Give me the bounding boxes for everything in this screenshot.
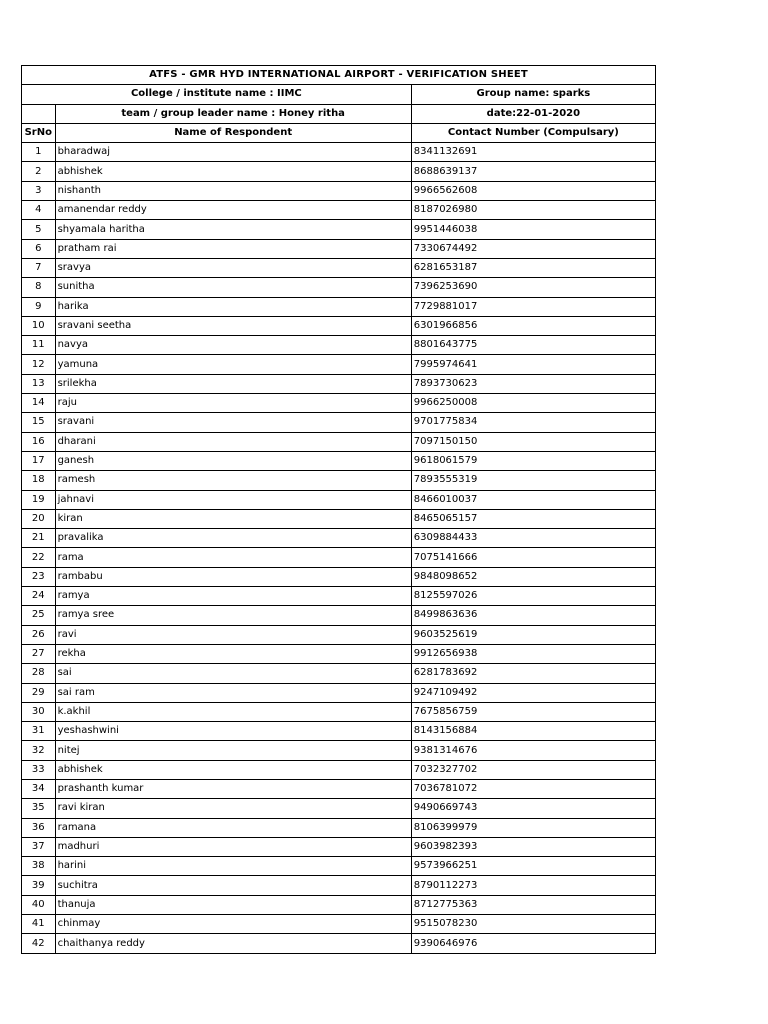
- row-srno: 16: [22, 432, 56, 451]
- row-respondent-name: bharadwaj: [55, 143, 411, 162]
- table-row: [22, 471, 656, 490]
- row-contact-number: 8187026980: [411, 201, 655, 220]
- row-respondent-name: yamuna: [55, 355, 411, 374]
- sheet-title: ATFS - GMR HYD INTERNATIONAL AIRPORT - VERIFICATION SHEET: [22, 66, 656, 85]
- row-srno: 24: [22, 587, 56, 606]
- table-row: [22, 432, 656, 451]
- row-srno: 15: [22, 413, 56, 432]
- leader-spacer-cell: [22, 104, 56, 123]
- table-row: [22, 722, 656, 741]
- row-respondent-name: rama: [55, 548, 411, 567]
- row-contact-number: 6281783692: [411, 664, 655, 683]
- row-respondent-name: sravani seetha: [55, 316, 411, 335]
- row-contact-number: 7396253690: [411, 278, 655, 297]
- row-contact-number: 8712775363: [411, 895, 655, 914]
- row-respondent-name: pratham rai: [55, 239, 411, 258]
- row-srno: 7: [22, 258, 56, 277]
- column-header-name: Name of Respondent: [55, 123, 411, 142]
- row-contact-number: 9490669743: [411, 799, 655, 818]
- row-respondent-name: ravi kiran: [55, 799, 411, 818]
- row-respondent-name: sravya: [55, 258, 411, 277]
- table-row: [22, 760, 656, 779]
- row-srno: 38: [22, 857, 56, 876]
- row-contact-number: 7729881017: [411, 297, 655, 316]
- row-srno: 18: [22, 471, 56, 490]
- row-contact-number: 7330674492: [411, 239, 655, 258]
- row-srno: 36: [22, 818, 56, 837]
- row-contact-number: 9951446038: [411, 220, 655, 239]
- row-contact-number: 7893555319: [411, 471, 655, 490]
- row-contact-number: 9390646976: [411, 934, 655, 953]
- row-srno: 28: [22, 664, 56, 683]
- row-srno: 17: [22, 451, 56, 470]
- row-srno: 19: [22, 490, 56, 509]
- row-respondent-name: sunitha: [55, 278, 411, 297]
- leader-row: [22, 104, 656, 123]
- row-contact-number: 9573966251: [411, 857, 655, 876]
- table-row: [22, 876, 656, 895]
- row-respondent-name: raju: [55, 394, 411, 413]
- row-contact-number: 8106399979: [411, 818, 655, 837]
- row-respondent-name: ramya: [55, 587, 411, 606]
- table-row: [22, 297, 656, 316]
- row-respondent-name: harika: [55, 297, 411, 316]
- row-contact-number: 6309884433: [411, 529, 655, 548]
- row-srno: 30: [22, 702, 56, 721]
- row-srno: 31: [22, 722, 56, 741]
- row-respondent-name: chaithanya reddy: [55, 934, 411, 953]
- row-srno: 37: [22, 837, 56, 856]
- table-row: [22, 567, 656, 586]
- row-respondent-name: ramesh: [55, 471, 411, 490]
- table-row: [22, 664, 656, 683]
- table-row: [22, 162, 656, 181]
- row-contact-number: 8341132691: [411, 143, 655, 162]
- table-row: [22, 509, 656, 528]
- college-row: [22, 85, 656, 104]
- row-contact-number: 7893730623: [411, 374, 655, 393]
- row-contact-number: 8499863636: [411, 606, 655, 625]
- row-srno: 8: [22, 278, 56, 297]
- row-contact-number: 6281653187: [411, 258, 655, 277]
- table-row: [22, 606, 656, 625]
- row-contact-number: 7032327702: [411, 760, 655, 779]
- row-srno: 2: [22, 162, 56, 181]
- row-contact-number: 8125597026: [411, 587, 655, 606]
- row-contact-number: 7075141666: [411, 548, 655, 567]
- row-contact-number: 8801643775: [411, 336, 655, 355]
- table-row: [22, 915, 656, 934]
- row-respondent-name: thanuja: [55, 895, 411, 914]
- verification-sheet-table: [21, 65, 656, 954]
- row-respondent-name: suchitra: [55, 876, 411, 895]
- row-respondent-name: madhuri: [55, 837, 411, 856]
- row-respondent-name: navya: [55, 336, 411, 355]
- table-row: [22, 625, 656, 644]
- row-srno: 6: [22, 239, 56, 258]
- table-row: [22, 741, 656, 760]
- row-contact-number: 7036781072: [411, 779, 655, 798]
- row-respondent-name: shyamala haritha: [55, 220, 411, 239]
- row-contact-number: 6301966856: [411, 316, 655, 335]
- row-srno: 27: [22, 644, 56, 663]
- row-contact-number: 8790112273: [411, 876, 655, 895]
- table-row: [22, 181, 656, 200]
- row-contact-number: 8465065157: [411, 509, 655, 528]
- column-header-srno: SrNo: [22, 123, 56, 142]
- row-srno: 9: [22, 297, 56, 316]
- row-contact-number: 7097150150: [411, 432, 655, 451]
- row-contact-number: 7675856759: [411, 702, 655, 721]
- row-contact-number: 9966250008: [411, 394, 655, 413]
- row-srno: 33: [22, 760, 56, 779]
- row-srno: 11: [22, 336, 56, 355]
- table-row: [22, 278, 656, 297]
- row-contact-number: 9603982393: [411, 837, 655, 856]
- row-srno: 39: [22, 876, 56, 895]
- row-srno: 21: [22, 529, 56, 548]
- row-respondent-name: amanendar reddy: [55, 201, 411, 220]
- row-srno: 25: [22, 606, 56, 625]
- row-srno: 13: [22, 374, 56, 393]
- table-row: [22, 394, 656, 413]
- row-srno: 22: [22, 548, 56, 567]
- row-respondent-name: abhishek: [55, 760, 411, 779]
- row-srno: 35: [22, 799, 56, 818]
- row-contact-number: 9701775834: [411, 413, 655, 432]
- row-srno: 41: [22, 915, 56, 934]
- row-respondent-name: chinmay: [55, 915, 411, 934]
- row-srno: 3: [22, 181, 56, 200]
- table-row: [22, 316, 656, 335]
- row-contact-number: 9247109492: [411, 683, 655, 702]
- row-respondent-name: dharani: [55, 432, 411, 451]
- row-respondent-name: rekha: [55, 644, 411, 663]
- table-row: [22, 837, 656, 856]
- table-row: [22, 857, 656, 876]
- row-srno: 4: [22, 201, 56, 220]
- row-respondent-name: harini: [55, 857, 411, 876]
- table-row: [22, 201, 656, 220]
- row-contact-number: 8143156884: [411, 722, 655, 741]
- table-row: [22, 818, 656, 837]
- table-row: [22, 529, 656, 548]
- table-row: [22, 548, 656, 567]
- row-respondent-name: pravalika: [55, 529, 411, 548]
- row-contact-number: 9515078230: [411, 915, 655, 934]
- table-row: [22, 239, 656, 258]
- row-contact-number: 9848098652: [411, 567, 655, 586]
- row-respondent-name: kiran: [55, 509, 411, 528]
- row-srno: 5: [22, 220, 56, 239]
- row-srno: 29: [22, 683, 56, 702]
- row-srno: 10: [22, 316, 56, 335]
- row-contact-number: 7995974641: [411, 355, 655, 374]
- table-row: [22, 143, 656, 162]
- group-name: Group name: sparks: [411, 85, 655, 104]
- row-contact-number: 9381314676: [411, 741, 655, 760]
- table-row: [22, 702, 656, 721]
- row-respondent-name: sai: [55, 664, 411, 683]
- row-srno: 26: [22, 625, 56, 644]
- row-respondent-name: nishanth: [55, 181, 411, 200]
- row-srno: 32: [22, 741, 56, 760]
- college-name: College / institute name : IIMC: [22, 85, 412, 104]
- table-row: [22, 934, 656, 953]
- column-header-contact: Contact Number (Compulsary): [411, 123, 655, 142]
- row-srno: 1: [22, 143, 56, 162]
- table-row: [22, 683, 656, 702]
- row-contact-number: 8688639137: [411, 162, 655, 181]
- row-respondent-name: prashanth kumar: [55, 779, 411, 798]
- row-respondent-name: ravi: [55, 625, 411, 644]
- row-respondent-name: k.akhil: [55, 702, 411, 721]
- row-srno: 14: [22, 394, 56, 413]
- row-contact-number: 9912656938: [411, 644, 655, 663]
- row-contact-number: 9618061579: [411, 451, 655, 470]
- column-header-row: [22, 123, 656, 142]
- row-respondent-name: ramya sree: [55, 606, 411, 625]
- row-respondent-name: rambabu: [55, 567, 411, 586]
- group-leader-name: team / group leader name : Honey ritha: [55, 104, 411, 123]
- row-respondent-name: nitej: [55, 741, 411, 760]
- sheet-date: date:22-01-2020: [411, 104, 655, 123]
- row-srno: 40: [22, 895, 56, 914]
- table-row: [22, 413, 656, 432]
- row-respondent-name: abhishek: [55, 162, 411, 181]
- row-respondent-name: yeshashwini: [55, 722, 411, 741]
- row-respondent-name: ganesh: [55, 451, 411, 470]
- table-row: [22, 895, 656, 914]
- table-row: [22, 451, 656, 470]
- table-row: [22, 779, 656, 798]
- table-row: [22, 220, 656, 239]
- row-srno: 23: [22, 567, 56, 586]
- table-row: [22, 374, 656, 393]
- table-row: [22, 355, 656, 374]
- row-respondent-name: jahnavi: [55, 490, 411, 509]
- table-row: [22, 587, 656, 606]
- title-row: [22, 66, 656, 85]
- row-srno: 20: [22, 509, 56, 528]
- row-contact-number: 8466010037: [411, 490, 655, 509]
- table-row: [22, 336, 656, 355]
- table-row: [22, 644, 656, 663]
- row-respondent-name: sai ram: [55, 683, 411, 702]
- row-srno: 34: [22, 779, 56, 798]
- table-row: [22, 799, 656, 818]
- row-respondent-name: sravani: [55, 413, 411, 432]
- row-srno: 12: [22, 355, 56, 374]
- row-respondent-name: ramana: [55, 818, 411, 837]
- row-srno: 42: [22, 934, 56, 953]
- table-row: [22, 490, 656, 509]
- row-contact-number: 9603525619: [411, 625, 655, 644]
- row-respondent-name: srilekha: [55, 374, 411, 393]
- row-contact-number: 9966562608: [411, 181, 655, 200]
- table-row: [22, 258, 656, 277]
